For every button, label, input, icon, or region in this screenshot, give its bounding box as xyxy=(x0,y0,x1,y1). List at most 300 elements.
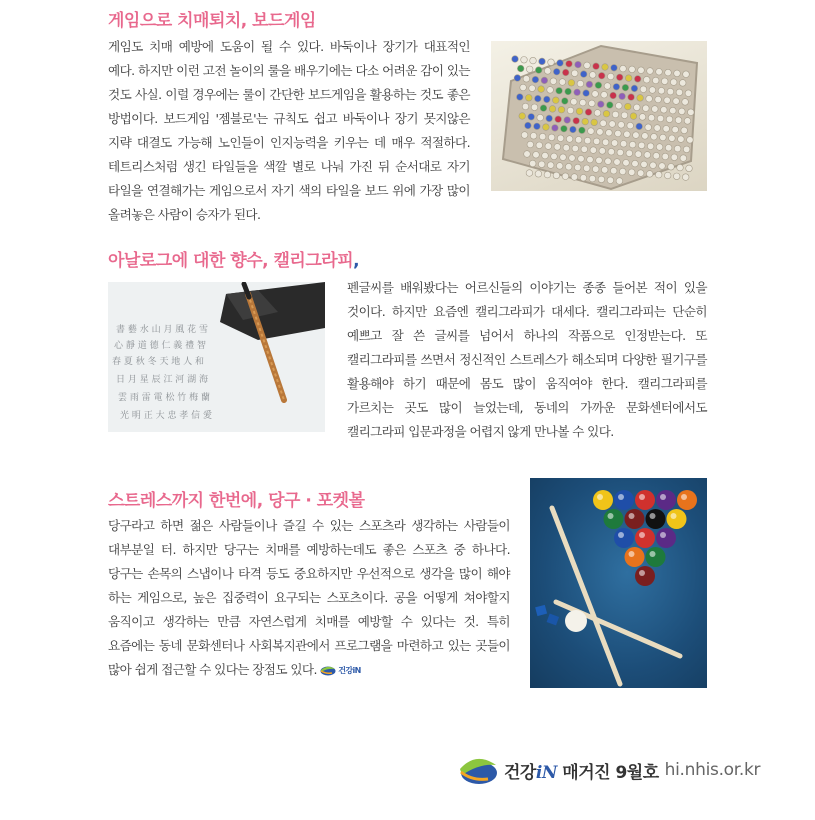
board-hole xyxy=(649,87,656,94)
board-hole xyxy=(553,97,560,104)
footer-magazine-title xyxy=(504,758,659,783)
billiard-ball xyxy=(646,547,666,567)
board-hole xyxy=(598,101,605,108)
board-hole xyxy=(512,56,519,63)
board-hole xyxy=(535,95,542,102)
billiard-ball-shine xyxy=(650,551,656,557)
board-hole xyxy=(610,92,617,99)
board-hole xyxy=(578,156,585,163)
board-hole xyxy=(580,99,587,106)
billiard-ball-shine xyxy=(639,532,645,538)
board-hole xyxy=(589,100,596,107)
section-body-billiards-text: 당구라고 하면 젊은 사람들이나 즐길 수 있는 스포츠라 생각하는 사람들이 대부분일 터. 하지만 당구는 치매를 예방하는데도 좋은 스포츠 중 하나다. 당구는 손목의 스냅이나 타격 등도 중요하지만 우선적으로 생각을 많이 해야 하는 게임으로, 높은 집중력이 요구되는 스포츠이다. 공을 어떻게 쳐야할지 움직이고 생각하는 만큼 자연스럽게 치매를 예방할 수 있다는 것. 특히 요즘에는 동네 문화센터나 사회복지관에서 프로그램을 마련하고 있는 곳들이 많아 쉽게 접근할 수 있다는 장점도 있다. xyxy=(108,518,510,677)
billiard-ball xyxy=(614,528,634,548)
board-hole xyxy=(582,118,589,125)
section-body-billiards xyxy=(108,514,510,683)
board-hole xyxy=(587,156,594,163)
billiard-ball xyxy=(635,490,655,510)
board-hole xyxy=(514,75,521,82)
svg-text:心 靜 道 德 仁 義 禮 智: 心 靜 道 德 仁 義 禮 智 xyxy=(114,341,207,351)
board-hole xyxy=(543,124,550,131)
board-hole xyxy=(629,66,636,73)
board-hole xyxy=(665,145,672,152)
board-hole xyxy=(624,131,631,138)
board-hole xyxy=(580,71,587,78)
board-hole xyxy=(675,117,682,124)
billiard-ball-shine xyxy=(608,513,614,519)
board-hole xyxy=(526,170,533,177)
board-hole xyxy=(600,120,607,127)
board-hole xyxy=(623,160,630,167)
billiard-ball-shine xyxy=(660,532,666,538)
billiard-ball-shine xyxy=(681,494,687,500)
board-hole xyxy=(676,89,683,96)
board-hole xyxy=(597,129,604,136)
billiard-ball xyxy=(656,490,676,510)
board-hole xyxy=(616,103,623,110)
board-hole xyxy=(583,90,590,97)
board-hole xyxy=(598,176,605,183)
board-hole xyxy=(526,66,533,73)
board-hole xyxy=(547,87,554,94)
board-hole xyxy=(540,105,547,112)
footer-brand-in: iN xyxy=(535,762,557,783)
board-hole xyxy=(528,114,535,121)
billiard-ball-shine xyxy=(671,513,677,519)
board-hole xyxy=(557,135,564,142)
board-hole xyxy=(606,129,613,136)
board-hole xyxy=(562,173,569,180)
board-hole xyxy=(526,95,533,102)
board-hole xyxy=(591,119,598,126)
board-hole xyxy=(539,58,546,65)
board-hole xyxy=(613,84,620,91)
board-hole xyxy=(554,144,561,151)
board-hole xyxy=(579,127,586,134)
board-game-illustration xyxy=(491,41,707,191)
board-hole xyxy=(595,82,602,89)
board-hole xyxy=(529,160,536,167)
board-hole xyxy=(559,79,566,86)
board-hole xyxy=(549,106,556,113)
board-hole xyxy=(551,153,558,160)
board-hole xyxy=(629,141,636,148)
board-hole xyxy=(562,98,569,105)
health-in-logo-icon xyxy=(320,665,336,676)
board-hole xyxy=(593,63,600,70)
board-hole xyxy=(667,88,674,95)
board-hole xyxy=(636,123,643,130)
board-hole xyxy=(673,98,680,105)
board-hole xyxy=(544,68,551,75)
board-hole xyxy=(533,152,540,159)
board-hole xyxy=(610,167,617,174)
board-hole xyxy=(604,83,611,90)
board-hole xyxy=(537,114,544,121)
board-hole xyxy=(682,174,689,181)
board-hole xyxy=(681,127,688,134)
board-hole xyxy=(653,152,660,159)
board-hole xyxy=(640,86,647,93)
board-hole xyxy=(683,71,690,78)
board-hole xyxy=(628,94,635,101)
board-hole xyxy=(522,103,529,110)
board-hole xyxy=(652,106,659,113)
board-hole xyxy=(625,103,632,110)
board-hole xyxy=(521,57,528,64)
board-hole xyxy=(647,143,654,150)
board-hole xyxy=(583,165,590,172)
svg-text:日 月 星 辰 江 河 湖 海: 日 月 星 辰 江 河 湖 海 xyxy=(116,375,209,385)
board-hole xyxy=(661,78,668,85)
board-hole xyxy=(535,171,542,178)
board-hole xyxy=(592,91,599,98)
section-body-calligraphy: 펜글씨를 배워봤다는 어르신들의 이야기는 종종 들어본 적이 있을 것이다. 하지만 요즘엔 캘리그라피가 대세다. 캘리그라피는 단순히 예쁘고 잘 쓴 글씨를 넘어서 하나의 작품으로 인정받는다. 또 캘리그라피를 쓰면서 정신적인 스트레스가 해소되며 다양한 필기구를 활용해야 하기 때문에 몸도 많이 움직여야 한다. 캘리그라피를 가르치는 곳도 많이 늘었는데, 동네의 가까운 문화센터에서도 캘리그라피 입문과정을 어렵지 않게 만나볼 수 있다. xyxy=(347,280,707,439)
board-hole xyxy=(674,70,681,77)
board-hole xyxy=(544,171,551,178)
billiard-ball xyxy=(677,490,697,510)
board-hole xyxy=(669,135,676,142)
board-hole xyxy=(553,68,560,75)
board-hole xyxy=(602,64,609,71)
board-hole xyxy=(612,111,619,118)
board-hole xyxy=(531,104,538,111)
billiard-ball-shine xyxy=(639,570,645,576)
board-hole xyxy=(584,62,591,69)
board-hole xyxy=(594,110,601,117)
board-hole xyxy=(609,121,616,128)
board-hole xyxy=(530,133,537,140)
footer-issue: 매거진 9월호 xyxy=(562,762,659,783)
billiard-ball xyxy=(635,528,655,548)
board-hole xyxy=(570,126,577,133)
health-in-inline-logo-text: 건강iN xyxy=(338,665,361,675)
board-hole xyxy=(567,107,574,114)
board-hole xyxy=(614,159,621,166)
section-title-billiards: 스트레스까지 한번에, 당구 · 포켓볼 xyxy=(108,491,365,511)
board-hole xyxy=(626,150,633,157)
section-title-calligraphy-comma: , xyxy=(353,251,360,271)
board-hole xyxy=(620,141,627,148)
board-hole xyxy=(535,67,542,74)
board-hole xyxy=(601,167,608,174)
board-hole xyxy=(677,164,684,171)
board-hole xyxy=(627,122,634,129)
board-hole xyxy=(616,178,623,185)
calligraphy-photo xyxy=(108,282,325,432)
billiard-ball-shine xyxy=(597,494,603,500)
board-hole xyxy=(517,65,524,72)
board-hole xyxy=(683,146,690,153)
board-hole xyxy=(644,152,651,159)
board-hole xyxy=(656,144,663,151)
board-hole xyxy=(643,105,650,112)
board-hole xyxy=(641,161,648,168)
board-hole xyxy=(558,106,565,113)
board-hole xyxy=(517,94,524,101)
board-hole xyxy=(571,99,578,106)
board-hole xyxy=(637,95,644,102)
board-hole xyxy=(658,88,665,95)
board-hole xyxy=(568,80,575,87)
board-hole xyxy=(561,125,568,132)
board-hole xyxy=(565,163,572,170)
board-hole xyxy=(668,164,675,171)
board-hole xyxy=(655,171,662,178)
board-hole xyxy=(519,113,526,120)
board-hole xyxy=(541,77,548,84)
board-hole xyxy=(620,65,627,72)
section-title-calligraphy-text: 아날로그에 대한 향수, 캘리그라피 xyxy=(108,251,354,271)
board-hole xyxy=(588,128,595,135)
billiard-ball-shine xyxy=(660,494,666,500)
board-hole xyxy=(538,86,545,93)
board-hole xyxy=(618,122,625,129)
board-hole xyxy=(520,84,527,91)
board-hole xyxy=(601,91,608,98)
board-hole xyxy=(555,116,562,123)
board-hole xyxy=(574,164,581,171)
board-hole xyxy=(648,114,655,121)
board-hole xyxy=(566,61,573,68)
board-hole xyxy=(678,136,685,143)
board-hole xyxy=(548,134,555,141)
board-hole xyxy=(611,140,618,147)
board-hole xyxy=(530,57,537,64)
magazine-footer xyxy=(458,753,760,787)
board-hole xyxy=(662,153,669,160)
board-hole xyxy=(521,132,528,139)
board-hole xyxy=(638,67,645,74)
board-hole xyxy=(572,145,579,152)
board-hole xyxy=(665,69,672,76)
billiard-ball-shine xyxy=(618,494,624,500)
board-hole xyxy=(670,79,677,86)
board-hole xyxy=(680,155,687,162)
board-hole xyxy=(536,142,543,149)
board-hole xyxy=(688,109,695,116)
board-hole xyxy=(647,68,654,75)
board-hole xyxy=(654,125,661,132)
calligraphy-illustration xyxy=(108,282,325,432)
board-hole xyxy=(589,175,596,182)
board-hole xyxy=(565,88,572,95)
board-hole xyxy=(599,148,606,155)
board-hole xyxy=(686,165,693,172)
board-hole xyxy=(585,109,592,116)
board-hole xyxy=(639,114,646,121)
svg-text:春 夏 秋 冬 天 地 人 和: 春 夏 秋 冬 天 地 人 和 xyxy=(112,357,205,367)
section-title-board-game: 게임으로 치매퇴치, 보드게임 xyxy=(108,11,316,31)
board-hole xyxy=(656,69,663,76)
board-hole xyxy=(556,87,563,94)
section-title-calligraphy xyxy=(108,246,359,271)
board-hole xyxy=(529,85,536,92)
board-hole xyxy=(617,149,624,156)
board-hole xyxy=(621,112,628,119)
footer-url: hi.nhis.or.kr xyxy=(664,760,761,780)
section-body-board-game: 게임도 치매 예방에 도움이 될 수 있다. 바둑이나 장기가 대표적인 예다. 하지만 이런 고전 놀이의 룰을 배우기에는 다소 어려운 감이 있는 것도 사실. 이럴 경우에는 룰이 간단한 보드게임을 활용하는 것도 좋은 방법이다. 보드게임 '젬블로'는 규칙도 쉽고 바둑이나 장기 못지않은 지략 대결도 가능해 노인들이 인지능력을 키우는 데 매우 적절하다. 테트리스처럼 생긴 타일들을 색깔 별로 나눠 가진 뒤 순서대로 자기 타일을 연결해가는 게임으로서 자기 색의 타일을 보드 위에 가장 많이 올려놓은 사람이 승자가 된다. xyxy=(108,39,470,222)
billiard-ball xyxy=(646,509,666,529)
board-hole xyxy=(663,126,670,133)
billiard-ball-shine xyxy=(650,513,656,519)
board-hole xyxy=(586,81,593,88)
board-hole xyxy=(643,76,650,83)
board-hole xyxy=(682,99,689,106)
board-hole xyxy=(633,132,640,139)
board-hole xyxy=(660,134,667,141)
board-hole xyxy=(523,76,530,83)
board-hole xyxy=(655,96,662,103)
board-hole xyxy=(593,138,600,145)
board-hole xyxy=(573,118,580,125)
board-hole xyxy=(550,78,557,85)
health-in-logo-icon xyxy=(458,755,498,785)
board-hole xyxy=(532,76,539,83)
billiard-ball xyxy=(604,509,624,529)
billiard-ball xyxy=(625,547,645,567)
board-hole xyxy=(645,124,652,131)
svg-text:書 藝 水 山 月 風 花 雪: 書 藝 水 山 月 風 花 雪 xyxy=(116,325,209,335)
board-hole xyxy=(552,125,559,132)
billiard-ball xyxy=(593,490,613,510)
board-hole xyxy=(679,108,686,115)
board-hole xyxy=(564,117,571,124)
board-hole xyxy=(666,116,673,123)
board-hole xyxy=(525,122,532,129)
billiard-ball-shine xyxy=(618,532,624,538)
billiard-ball-shine xyxy=(629,551,635,557)
board-hole xyxy=(575,137,582,144)
board-hole xyxy=(659,163,666,170)
board-hole xyxy=(622,84,629,91)
board-hole xyxy=(545,143,552,150)
board-hole xyxy=(603,110,610,117)
board-hole xyxy=(527,141,534,148)
board-hole xyxy=(657,115,664,122)
board-hole xyxy=(556,163,563,170)
board-hole xyxy=(685,90,692,97)
board-hole xyxy=(596,157,603,164)
board-hole xyxy=(575,61,582,68)
board-hole xyxy=(607,102,614,109)
board-hole xyxy=(598,72,605,79)
board-hole xyxy=(671,154,678,161)
board-hole xyxy=(563,144,570,151)
board-hole xyxy=(557,60,564,67)
billiards-illustration xyxy=(530,478,707,688)
board-hole xyxy=(674,145,681,152)
board-hole xyxy=(534,123,541,130)
board-hole xyxy=(560,154,567,161)
board-hole xyxy=(571,70,578,77)
board-hole xyxy=(619,93,626,100)
board-hole xyxy=(687,137,694,144)
board-hole xyxy=(605,158,612,165)
billiards-photo xyxy=(530,478,707,688)
board-hole xyxy=(625,75,632,82)
board-hole xyxy=(577,80,584,87)
board-hole xyxy=(611,65,618,72)
billiard-ball xyxy=(614,490,634,510)
board-hole xyxy=(637,170,644,177)
board-hole xyxy=(553,172,560,179)
health-in-inline-logo xyxy=(320,659,361,683)
board-hole xyxy=(581,146,588,153)
board-hole xyxy=(642,133,649,140)
board-hole xyxy=(672,126,679,133)
board-hole xyxy=(684,118,691,125)
board-hole xyxy=(607,73,614,80)
board-hole xyxy=(628,169,635,176)
board-hole xyxy=(592,166,599,173)
board-hole xyxy=(548,59,555,66)
billiard-ball xyxy=(656,528,676,548)
board-hole xyxy=(650,162,657,169)
board-hole xyxy=(542,152,549,159)
board-hole xyxy=(562,69,569,76)
board-hole xyxy=(607,177,614,184)
board-hole xyxy=(673,173,680,180)
billiard-ball xyxy=(667,509,687,529)
board-hole xyxy=(635,151,642,158)
board-hole xyxy=(615,130,622,137)
board-hole xyxy=(544,96,551,103)
svg-text:光 明 正 大 忠 孝 信 愛: 光 明 正 大 忠 孝 信 愛 xyxy=(120,411,213,421)
board-hole xyxy=(524,151,531,158)
board-hole xyxy=(590,147,597,154)
board-hole xyxy=(632,160,639,167)
billiard-ball-shine xyxy=(639,494,645,500)
board-hole xyxy=(630,113,637,120)
board-hole xyxy=(608,148,615,155)
billiard-ball xyxy=(635,566,655,586)
board-hole xyxy=(539,133,546,140)
svg-text:雲 雨 雷 電 松 竹 梅 蘭: 雲 雨 雷 電 松 竹 梅 蘭 xyxy=(118,393,211,403)
board-hole xyxy=(546,115,553,122)
board-hole xyxy=(646,95,653,102)
board-hole xyxy=(661,107,668,114)
board-game-photo xyxy=(491,41,707,191)
board-hole xyxy=(634,76,641,83)
board-hole xyxy=(574,89,581,96)
board-hole xyxy=(571,174,578,181)
board-hole xyxy=(664,172,671,179)
board-hole xyxy=(664,97,671,104)
board-hole xyxy=(538,161,545,168)
board-hole xyxy=(631,85,638,92)
board-hole xyxy=(566,136,573,143)
board-hole xyxy=(670,107,677,114)
billiard-ball xyxy=(625,509,645,529)
board-hole xyxy=(576,108,583,115)
board-hole xyxy=(638,142,645,149)
board-hole xyxy=(646,171,653,178)
board-hole xyxy=(651,133,658,140)
board-hole xyxy=(569,155,576,162)
board-hole xyxy=(652,77,659,84)
board-hole xyxy=(547,162,554,169)
board-hole xyxy=(679,80,686,87)
board-hole xyxy=(580,175,587,182)
board-hole xyxy=(634,104,641,111)
footer-brand: 건강 xyxy=(504,762,536,783)
board-hole xyxy=(616,74,623,81)
board-hole xyxy=(584,137,591,144)
board-hole xyxy=(619,168,626,175)
board-hole xyxy=(589,72,596,79)
board-hole xyxy=(602,139,609,146)
